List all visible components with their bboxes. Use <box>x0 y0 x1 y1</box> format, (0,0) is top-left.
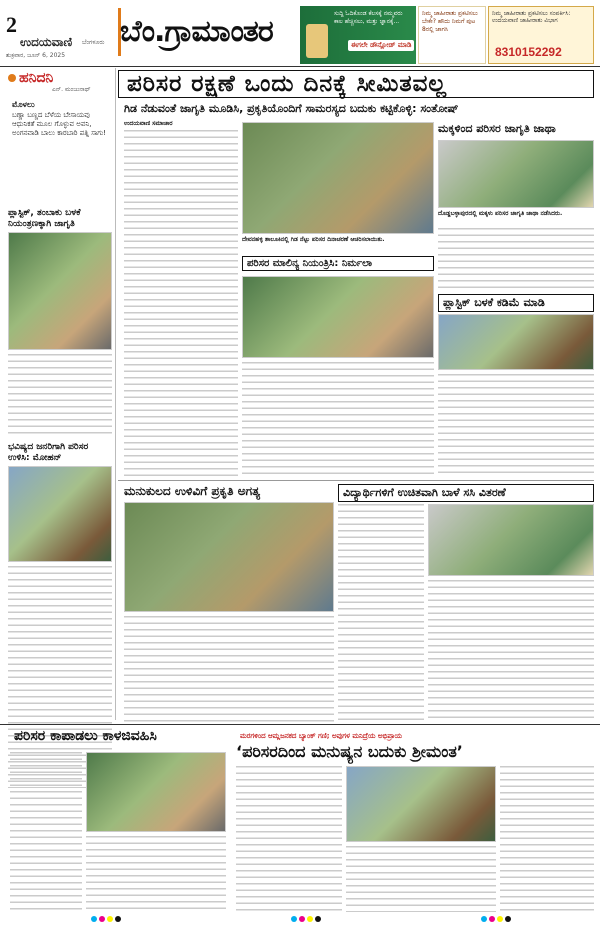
sidebar-photo-1 <box>8 232 112 350</box>
paper-edition: ಬೆಂಗಳೂರು <box>82 39 105 46</box>
students-headline: ವಿದ್ಯಾರ್ಥಿಗಳಿಗೆ ಉಚಿತವಾಗಿ ಬಾಳೆ ಸಸಿ ವಿತರಣೆ <box>338 484 594 502</box>
poem-body: ಬಣ್ಣಾ ಬಣ್ಣದ ಬೆಳೆಯ ಬೇಸಾಯವು ಆಧುನಿಕತೆ ಮೂಲ ಗೊಳ್ಳುವ ಅವನಿ, ಅಂಗನವಾಡಿ ಬಾಲು ಕಾರಬಾರಿ ಪತ್ನಿ ಸಾಗು! <box>12 111 107 137</box>
sidebar-photo-2 <box>8 466 112 562</box>
students-body-col2 <box>428 580 594 722</box>
nature-headline: ಮನುಕುಲದ ಉಳಿವಿಗೆ ಪ್ರಕೃತಿ ಅಗತ್ಯ <box>124 484 261 498</box>
kids-body <box>438 228 594 292</box>
print-marks-left <box>90 916 122 924</box>
protect-headline: ಪರಿಸರ ಕಾಪಾಡಲು ಕಾಳಜಿವಹಿಸಿ <box>14 728 157 744</box>
print-marks-right <box>480 916 512 924</box>
phone-icon <box>306 24 328 58</box>
contact-ad-number: 8310152292 <box>495 45 562 59</box>
bottom-rule <box>0 724 600 725</box>
sidebar-story1-body <box>8 354 112 438</box>
lead-subhead: ಗಿಡ ನೆಡುವಂತೆ ಜಾಗೃತಿ ಮೂಡಿಸಿ, ಪ್ರಕೃತಿಯೊಂದಿಗೆ ಸಾಮರಸ್ಯದ ಬದುಕು ಕಟ್ಟಿಕೊಳ್ಳಿ: ಸಂತೋಷ್ <box>124 102 459 115</box>
column-brand <box>8 70 53 86</box>
protect-body-col1 <box>10 752 82 912</box>
lead-headline-box <box>118 70 594 98</box>
app-ad[interactable] <box>300 6 416 64</box>
sidebar-story2-head: ಭವಿಷ್ಯದ ಜನರಿಗಾಗಿ ಪರಿಸರ ಉಳಿಸಿ: ಮೋಹನ್ <box>8 442 89 463</box>
contact-ad <box>488 6 594 64</box>
plastic-body <box>438 374 594 476</box>
lead-headline: ಪರಿಸರ ರಕ್ಷಣೆ ಒಂದು ದಿನಕ್ಕೆ ಸೀಮಿತವಲ್ಲ <box>127 71 448 97</box>
poem-box <box>12 100 108 138</box>
column-brand-label: ಹನಿದನಿ <box>19 70 54 86</box>
classified-ad: ನಿಮ್ಮ ಜಾಹೀರಾತು ಪ್ರಕಟಿಸಲು ಬೇಕೇ? ಹೌದು ನಿಮಗೆ ಪುಟ 8ರಲ್ಲಿ ಜಾಗಸಿ <box>418 6 486 64</box>
masthead <box>0 0 600 66</box>
protect-photo <box>86 752 226 832</box>
rich-headline: ‘ಪರಿಸರದಿಂದ ಮನುಷ್ಯನ ಬದುಕು ಶ್ರೀಮಂತ’ <box>236 742 463 761</box>
rich-photo <box>346 766 496 842</box>
kids-headline: ಮಕ್ಕಳಿಂದ ಪರಿಸರ ಜಾಗೃತಿ ಜಾಥಾ <box>438 122 556 135</box>
plastic-headline: ಪ್ಲಾಸ್ಟಿಕ್ ಬಳಕೆ ಕಡಿಮೆ ಮಾಡಿ <box>438 294 594 312</box>
page-number: 2 <box>6 12 17 37</box>
plastic-photo <box>438 314 594 370</box>
contact-ad-text: ನಿಮ್ಮ ಜಾಹೀರಾತು ಪ್ರಕಟಿಸಲು ಸಂಪರ್ಕಿಸಿ: ಉದಯವಾಣಿ ಜಾಹೀರಾತು ವಿಭಾಗ <box>492 10 571 24</box>
sidebar-divider <box>115 68 116 720</box>
lead-body-col1 <box>124 130 238 476</box>
lead-caption: ದೇವನಹಳ್ಳಿ ತಾಲೂಕಿನಲ್ಲಿ ಗಿಡ ನೆಟ್ಟು ಪರಿಸರ ದಿನಾಚರಣೆ ಆಚರಿಸಲಾಯಿತು. <box>242 236 385 243</box>
kids-photo <box>438 140 594 208</box>
kids-caption: ದೊಡ್ಡಬಳ್ಳಾಪುರದಲ್ಲಿ ಮಕ್ಕಳು ಪರಿಸರ ಜಾಗೃತಿ ಜಾಥಾ ನಡೆಸಿದರು. <box>438 210 563 217</box>
nature-body <box>124 616 334 722</box>
brand-dot-icon <box>8 74 16 82</box>
dateline: ಶುಕ್ರವಾರ, ಜೂನ್ 6, 2025 <box>6 52 66 59</box>
app-ad-cta[interactable]: ಈಗಲೇ ಡೌನ್ಲೋಡ್ ಮಾಡಿ <box>348 40 414 51</box>
rich-body-col1 <box>236 766 342 912</box>
pollution-photo <box>242 276 434 358</box>
column-author: ಎನ್. ಮಂಜುನಾಥ್ <box>52 86 91 93</box>
lead-photo <box>242 122 434 234</box>
pollution-headline: ಪರಿಸರ ಮಾಲಿನ್ಯ ನಿಯಂತ್ರಿಸಿ: ನಿರ್ಮಲಾ <box>242 256 434 271</box>
masthead-rule <box>0 66 600 67</box>
app-ad-text: ಸುದ್ದಿ ಓದಿಕೊಂಡ ಕೆಲಸಕ್ಕೆ ನಮ್ಮವರು ಕಾಲ ಹೆಚ್ಚಿಸಲು, ಮತ್ತು ಜ್ಞಾನಕ್ಕೆ... <box>334 10 403 25</box>
poem-title: ಮೊಳಲು <box>12 100 35 109</box>
print-marks-center <box>290 916 322 924</box>
paper-name: ಉದಯವಾಣಿ <box>20 35 73 49</box>
pollution-body <box>242 362 434 476</box>
lead-byline: ಉದಯವಾಣಿ ಸಮಾಚಾರ <box>124 120 173 127</box>
section-title: ಬೆಂ.ಗ್ರಾಮಾಂತರ <box>120 14 273 49</box>
sidebar-story1-head: ಪ್ಲಾಸ್ಟಿಕ್, ತಂಬಾಕು ಬಳಕೆ ನಿಯಂತ್ರಣಕ್ಕಾಗಿ ಜಾಗೃತಿ <box>8 208 81 229</box>
students-photo <box>428 504 594 576</box>
students-body-col1 <box>338 504 424 722</box>
mid-rule <box>118 480 594 481</box>
rich-body-col3 <box>500 766 594 912</box>
rich-kicker: ಮರಗಳಿಂದ ಆಮ್ಲಜನಕದ ಬ್ಯಾಂಕ್ ಗಣಿ; ಅವುಗಳ ಮನಿದ್ರೆಯ ಅಭಿಪ್ರಾಯ <box>240 732 403 740</box>
rich-body-col2 <box>346 846 496 912</box>
protect-body-col2 <box>86 836 226 912</box>
nature-photo <box>124 502 334 612</box>
